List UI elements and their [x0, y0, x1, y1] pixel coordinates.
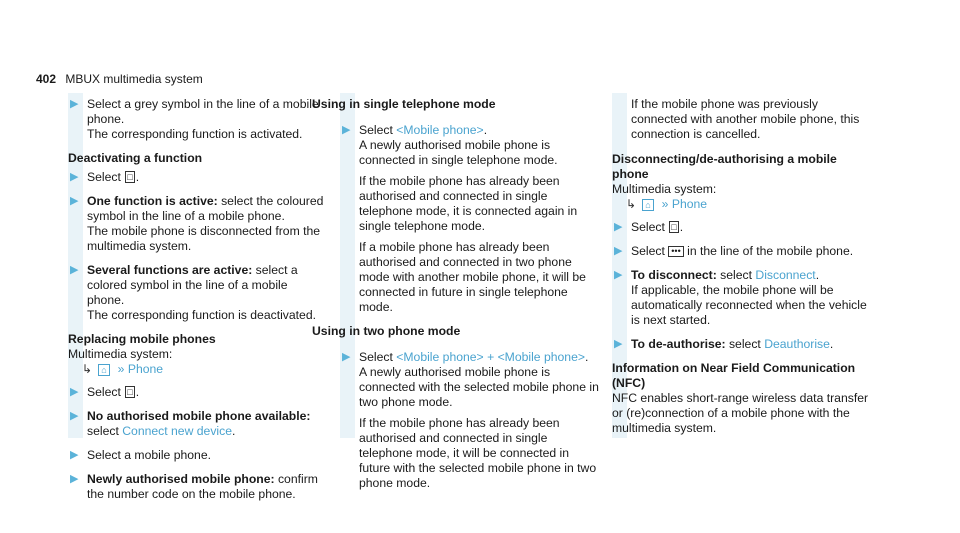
- step: ▶ Select a mobile phone.: [70, 448, 211, 462]
- chevron-icon: »: [117, 362, 125, 376]
- ellipsis-icon: •••: [668, 246, 683, 257]
- menu-link: <Mobile phone> + <Mobile phone>: [396, 350, 585, 364]
- play-triangle-icon: ▶: [614, 245, 623, 257]
- step: ▶ To de-authorise: select Deauthorise.: [614, 337, 834, 351]
- play-triangle-icon: ▶: [70, 410, 79, 422]
- phone-settings-icon: □: [127, 172, 133, 182]
- step: ▶ Select ••• in the line of the mobile phone.: [614, 244, 854, 258]
- step: ▶ One function is active: select the coloured symbol in the line of a mobile phone. The mobile phone is disconnected from the multimedia system.: [70, 194, 324, 253]
- play-triangle-icon: ▶: [70, 449, 79, 461]
- section-heading: Using in two phone mode: [312, 324, 461, 338]
- step: ▶ Select □ .: [70, 170, 140, 184]
- paragraph: NFC enables short-range wireless data transfer or (re)connection of a mobile phone with the multimedia system.: [612, 391, 869, 435]
- phone-settings-icon: □: [127, 387, 133, 397]
- menu-link: Connect new device: [122, 424, 232, 438]
- page-number: 402: [36, 72, 57, 86]
- section-heading: Disconnecting/de-authorising a mobile phone: [612, 152, 837, 181]
- play-triangle-icon: ▶: [70, 264, 79, 276]
- menu-path: ↳ ⌂ » Phone: [626, 197, 708, 211]
- step: ▶ Newly authorised mobile phone: confirm the number code on the mobile phone.: [70, 472, 318, 501]
- menu-link: <Mobile phone>: [396, 123, 484, 137]
- paragraph: If the mobile phone was previously connected with another mobile phone, this connection is cancelled.: [631, 97, 860, 141]
- step: ▶ No authorised mobile phone available: select Connect new device.: [70, 409, 311, 438]
- play-triangle-icon: ▶: [70, 386, 79, 398]
- menu-link: Deauthorise: [764, 337, 830, 351]
- play-triangle-icon: ▶: [70, 171, 79, 183]
- menu-path: ↳ ⌂ » Phone: [82, 362, 164, 376]
- step: ▶ Select □ .: [70, 385, 140, 399]
- step: ▶ Several functions are active: select a colored symbol in the line of a mobile phone. The corresponding function is deactivated.: [70, 263, 316, 322]
- step: ▶ Select <Mobile phone> + <Mobile phone>. A newly authorised mobile phone is connected with the selected mobile phone in two phone mode. If the mobile phone has already been authorised and connected in single telephone mode, it will be connected in future with the selected mobile phone in two phone mode.: [342, 350, 599, 490]
- section-heading: Using in single telephone mode: [312, 97, 496, 111]
- step: ▶ To disconnect: select Disconnect. If applicable, the mobile phone will be automatically reconnected when the vehicle is next started.: [614, 268, 867, 327]
- home-icon: ⌂: [642, 199, 653, 211]
- phone-settings-icon: □: [671, 222, 677, 232]
- step: ▶ Select a grey symbol in the line of a mobile phone. The corresponding function is activated.: [70, 97, 319, 141]
- menu-link: Disconnect: [755, 268, 816, 282]
- section-heading: Information on Near Field Communication (NFC): [612, 361, 856, 390]
- play-triangle-icon: ▶: [70, 473, 79, 485]
- chevron-icon: »: [661, 197, 669, 211]
- column-2: [312, 97, 600, 500]
- play-triangle-icon: ▶: [614, 269, 623, 281]
- path-arrow-icon: ↳: [626, 197, 637, 211]
- page-header: [36, 72, 203, 87]
- home-icon: ⌂: [98, 364, 109, 376]
- step: ▶ Select □ .: [614, 220, 684, 234]
- play-triangle-icon: ▶: [70, 98, 79, 110]
- step: ▶ Select <Mobile phone>. A newly authorised mobile phone is connected in single telephone mode. If the mobile phone has already been authorised and connected in single telephone mode, it is connected again in single telephone mode. If a mobile phone has already been authorised and connected in two phone mode with another mobile phone, it will be connected in future in single telephone mode.: [342, 123, 586, 314]
- page-header-title: MBUX multimedia system: [65, 72, 203, 86]
- section-heading: Replacing mobile phones: [68, 332, 216, 346]
- column-3: If the mobile phone was previously connected with another mobile phone, this connection is cancelled. Disconnecting/de-authorising a mobile phone Multimedia system: ↳ ⌂ » Phone ▶ Select □ . ▶ Select ••• in the line of the mobile phone. ▶ To disconnect: select Disconnect. If applicable, the mobile phone will be automatically reconnected when the vehicle is next started. ▶ To de-authorise: select Deauthorise. Information on Near Field Communication (NFC) NFC enables short-range wireless data transfer or (re)connection of a mobile phone with the multimedia system.: [612, 97, 872, 436]
- play-triangle-icon: ▶: [614, 221, 623, 233]
- path-arrow-icon: ↳: [82, 362, 93, 376]
- play-triangle-icon: ▶: [614, 338, 623, 350]
- play-triangle-icon: ▶: [70, 195, 79, 207]
- column-1: ▶ Select a grey symbol in the line of a mobile phone. The corresponding function is activated. Deactivating a function ▶ Select □ . ▶ One function is active: select the coloured symbol in the line of a mobile phone. The mobile phone is disconnected from the multimedia system. ▶ Several functions are active: select a colored symbol in the line of a mobile phone. The corresponding function is deactivated. Replacing mobile phones Multimedia system: ↳ ⌂ » Phone ▶ Select □ . ▶ No authorised mobile phone available: select Connect new device. ▶ Select a mobile phone. ▶ Newly authorised mobile phone: confirm the number code on the mobile phone.: [68, 97, 328, 511]
- play-triangle-icon: ▶: [342, 351, 351, 363]
- section-heading: Deactivating a function: [68, 151, 203, 165]
- play-triangle-icon: ▶: [342, 124, 351, 136]
